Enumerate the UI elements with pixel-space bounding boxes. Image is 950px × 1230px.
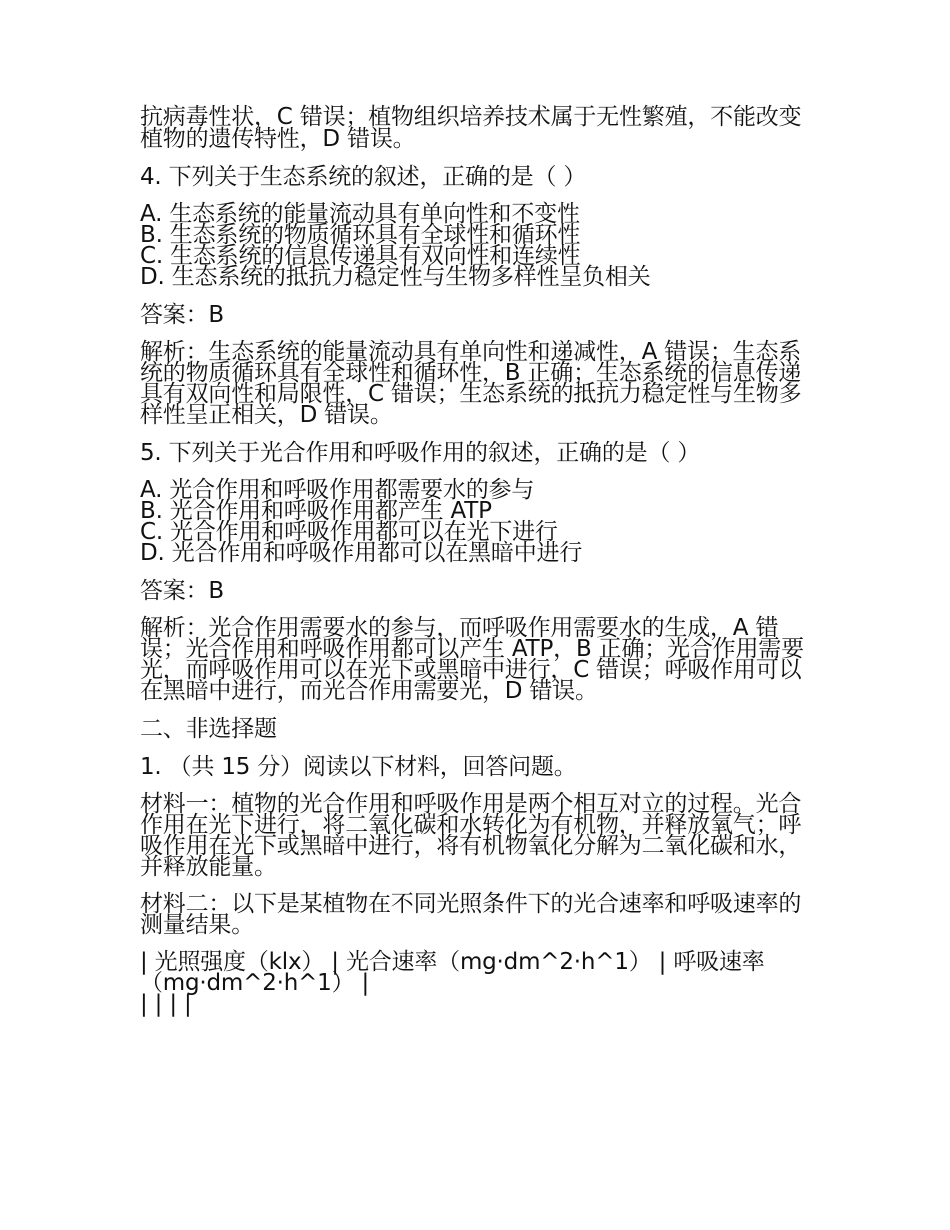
option-b: B. 光合作用和呼吸作用都产生 ATP xyxy=(140,498,492,524)
question-4-options xyxy=(140,201,810,290)
material-two: 材料二：以下是某植物在不同光照条件下的光合速率和呼吸速率的测量结果。 xyxy=(140,891,802,938)
question-4-analysis: 解析：生态系统的能量流动具有单向性和递减性，A 错误；生态系统的物质循环具有全球性和循环性，B 正确；生态系统的信息传递具有双向性和局限性，C 错误；生态系统的抵抗力稳定性与生物多样性呈正相关，D 错误。 xyxy=(140,339,802,428)
option-c: C. 光合作用和呼吸作用都可以在光下进行 xyxy=(140,519,558,545)
section-heading: 二、非选择题 xyxy=(140,716,277,742)
paragraph-continuation: 抗病毒性状，C 错误；植物组织培养技术属于无性繁殖，不能改变植物的遗传特性，D 错误。 xyxy=(140,104,802,152)
question-5-options xyxy=(140,477,810,566)
question-5-answer: 答案：B xyxy=(140,578,224,604)
data-table-markdown xyxy=(140,949,810,1017)
question-1: 1. （共 15 分）阅读以下材料，回答问题。 xyxy=(140,754,577,780)
table-separator-row: | | | | xyxy=(140,991,192,1017)
question-4: 4. 下列关于生态系统的叙述，正确的是（ ） xyxy=(140,164,587,190)
table-header-row: | 光照强度（klx） | 光合速率（mg·dm^2·h^1） | 呼吸速率（mg·dm^2·h^1） | xyxy=(140,949,765,996)
option-d: D. 光合作用和呼吸作用都可以在黑暗中进行 xyxy=(140,540,583,566)
option-a: A. 生态系统的能量流动具有单向性和不变性 xyxy=(140,201,580,227)
document-page xyxy=(140,106,810,1031)
option-a: A. 光合作用和呼吸作用都需要水的参与 xyxy=(140,477,535,503)
material-one: 材料一：植物的光合作用和呼吸作用是两个相互对立的过程。光合作用在光下进行，将二氧化碳和水转化为有机物，并释放氧气；呼吸作用在光下或黑暗中进行，将有机物氧化分解为二氧化碳和水，并释放能量。 xyxy=(140,791,802,880)
question-4-answer: 答案：B xyxy=(140,302,224,328)
question-5-analysis: 解析：光合作用需要水的参与，而呼吸作用需要水的生成，A 错误；光合作用和呼吸作用都可以产生 ATP，B 正确；光合作用需要光，而呼吸作用可以在光下或黑暗中进行，C 错误；呼吸作用可以在黑暗中进行，而光合作用需要光，D 错误。 xyxy=(140,615,804,704)
option-c: C. 生态系统的信息传递具有双向性和连续性 xyxy=(140,243,581,269)
option-d: D. 生态系统的抵抗力稳定性与生物多样性呈负相关 xyxy=(140,264,651,290)
option-b: B. 生态系统的物质循环具有全球性和循环性 xyxy=(140,222,581,248)
question-5: 5. 下列关于光合作用和呼吸作用的叙述，正确的是（ ） xyxy=(140,440,701,466)
